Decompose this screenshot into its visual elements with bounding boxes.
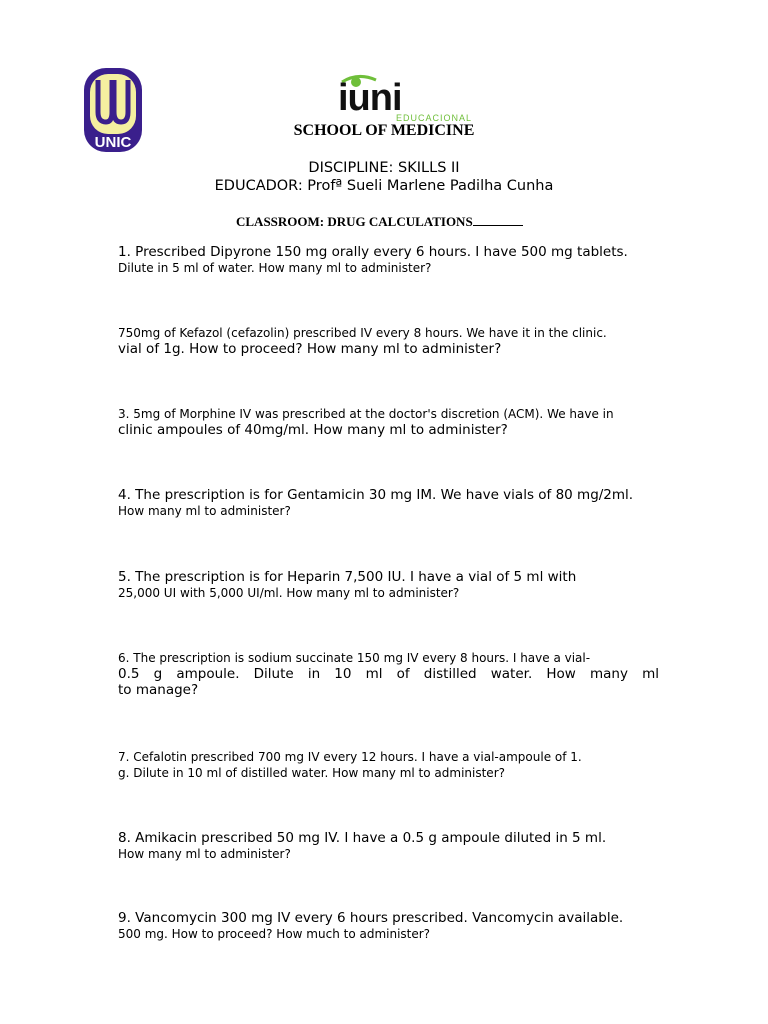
- question-line: 750mg of Kefazol (cefazolin) prescribed IV every 8 hours. We have it in the clinic.: [118, 326, 607, 340]
- question-2: [118, 325, 659, 357]
- question-line: 9. Vancomycin 300 mg IV every 6 hours prescribed. Vancomycin available.: [118, 910, 624, 926]
- question-1: [118, 244, 659, 276]
- question-line: 0.5 g ampoule. Dilute in 10 ml of distilled water. How many ml: [118, 666, 659, 682]
- iuni-logo: [336, 74, 478, 124]
- unic-logo: [82, 66, 144, 154]
- heading-underline: [473, 212, 523, 226]
- question-line: to manage?: [118, 682, 199, 698]
- question-9: [118, 910, 659, 942]
- question-line: clinic ampoules of 40mg/ml. How many ml to administer?: [118, 422, 508, 438]
- question-line: 7. Cefalotin prescribed 700 mg IV every 12 hours. I have a vial-ampoule of 1.: [118, 750, 582, 764]
- question-line: vial of 1g. How to proceed? How many ml to administer?: [118, 341, 502, 357]
- school-title: SCHOOL OF MEDICINE: [293, 122, 475, 139]
- question-8: [118, 830, 659, 862]
- question-7: [118, 749, 659, 781]
- classroom-heading: [236, 212, 523, 230]
- question-4: [118, 487, 659, 519]
- question-3: [118, 406, 659, 438]
- question-5: [118, 569, 659, 601]
- unic-logo-text: UNIC: [94, 134, 132, 151]
- svg-text:EDUCACIONAL: EDUCACIONAL: [396, 113, 473, 123]
- question-line: 500 mg. How to proceed? How much to administer?: [118, 927, 431, 941]
- question-line: How many ml to administer?: [118, 504, 291, 518]
- question-line: 3. 5mg of Morphine IV was prescribed at the doctor's discretion (ACM). We have in: [118, 407, 614, 421]
- educator-line: EDUCADOR: Profª Sueli Marlene Padilha Cunha: [214, 178, 554, 194]
- question-line: 6. The prescription is sodium succinate 150 mg IV every 8 hours. I have a vial-: [118, 651, 591, 665]
- classroom-heading-text: CLASSROOM: DRUG CALCULATIONS: [236, 214, 473, 229]
- question-6: [118, 650, 659, 698]
- svg-text:iuni: iuni: [338, 77, 402, 119]
- question-line: 1. Prescribed Dipyrone 150 mg orally every 6 hours. I have 500 mg tablets.: [118, 244, 628, 260]
- discipline-line: DISCIPLINE: SKILLS II: [308, 160, 460, 176]
- question-line: g. Dilute in 10 ml of distilled water. How many ml to administer?: [118, 766, 505, 780]
- question-line: 4. The prescription is for Gentamicin 30 mg IM. We have vials of 80 mg/2ml.: [118, 487, 634, 503]
- question-line: How many ml to administer?: [118, 847, 291, 861]
- question-line: Dilute in 5 ml of water. How many ml to administer?: [118, 261, 432, 275]
- question-line: 5. The prescription is for Heparin 7,500 IU. I have a vial of 5 ml with: [118, 569, 577, 585]
- question-line: 8. Amikacin prescribed 50 mg IV. I have a 0.5 g ampoule diluted in 5 ml.: [118, 830, 607, 846]
- question-line: 25,000 UI with 5,000 UI/ml. How many ml to administer?: [118, 586, 460, 600]
